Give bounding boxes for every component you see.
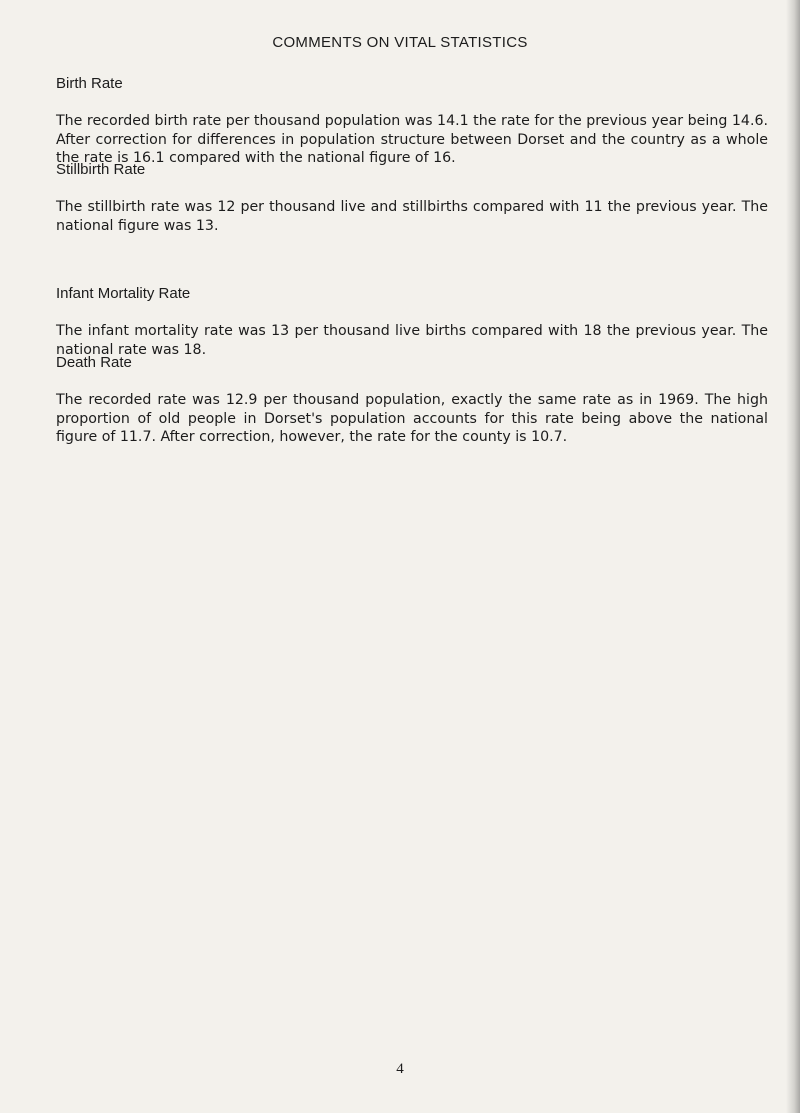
section-body: The recorded rate was 12.9 per thousand population, exactly the same rate as in 1969. The high proportion of old people in Dorset's population accounts for this rate being above the national figure of 11.7. After correction, however, the rate for the county is 10.7. xyxy=(56,392,768,445)
section-heading: Death Rate xyxy=(56,354,132,371)
section-heading: Birth Rate xyxy=(56,75,123,92)
section-birth-rate xyxy=(56,74,768,168)
section-body: The infant mortality rate was 13 per thousand live births compared with 18 the previous year. The national rate was 18. xyxy=(56,323,768,358)
page-title: COMMENTS ON VITAL STATISTICS xyxy=(272,34,528,51)
section-stillbirth-rate xyxy=(56,160,768,235)
section-infant-mortality-rate xyxy=(56,284,768,359)
section-death-rate xyxy=(56,353,768,447)
section-heading: Stillbirth Rate xyxy=(56,161,146,178)
section-body: The recorded birth rate per thousand population was 14.1 the rate for the previous year being 14.6. After correction for differences in population structure between Dorset and the country as a whole the rate is 16.1 compared with the national figure of 16. xyxy=(56,113,768,166)
page-edge-shadow xyxy=(786,0,800,1113)
section-body: The stillbirth rate was 12 per thousand live and stillbirths compared with 11 the previous year. The national figure was 13. xyxy=(56,199,768,234)
section-heading: Infant Mortality Rate xyxy=(56,285,191,302)
page-number: 4 xyxy=(396,1061,404,1077)
